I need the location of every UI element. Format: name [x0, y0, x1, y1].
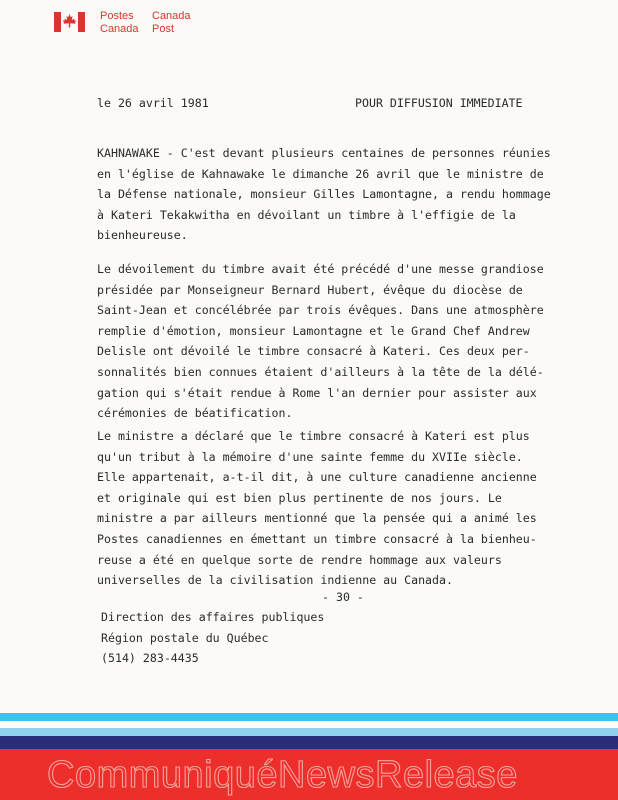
footer-stripe-light-blue — [0, 713, 618, 721]
paragraph-line: Le dévoilement du timbre avait été précédé d'une messe grandiose — [97, 262, 544, 276]
paragraph-line: Elle appartenait, a-t-il dit, à une culture canadienne ancienne — [97, 470, 537, 485]
contact-phone: (514) 283-4435 — [101, 651, 199, 666]
letterhead-french-column — [100, 10, 139, 36]
paragraph-line: cérémonies de béatification. — [97, 406, 293, 421]
maple-leaf-flag-icon — [54, 12, 85, 32]
paragraph-line: en l'église de Kahnawake le dimanche 26 avril que le ministre de — [97, 166, 544, 181]
paragraph-line: et originale qui est bien plus pertinente de nos jours. Le — [97, 490, 502, 505]
footer-banner-text: CommuniquéNewsRelease — [47, 754, 518, 796]
paragraph-line: gation qui s'était rendue à Rome l'an dernier pour assister aux — [97, 385, 537, 400]
footer-stripe-white — [0, 721, 618, 728]
paragraph-line: bienheureuse. — [97, 228, 188, 243]
paragraph-line: remplie d'émotion, monsieur Lamontagne et le Grand Chef Andrew — [97, 323, 530, 338]
letterhead-postes: Postes — [100, 10, 134, 22]
letterhead-english-column — [152, 10, 191, 36]
paragraph-line: Delisle ont dévoilé le timbre consacré à Kateri. Ces deux per- — [97, 344, 530, 359]
paragraph-line: qu'un tribut à la mémoire d'une sainte femme du XVIIe siècle. — [97, 449, 523, 464]
contact-block — [101, 607, 324, 669]
paragraph-3 — [97, 426, 552, 591]
release-date: le 26 avril 1981 — [97, 96, 209, 110]
release-notice: POUR DIFFUSION IMMEDIATE — [355, 96, 523, 110]
paragraph-line: reuse a été en quelque sorte de rendre hommage aux valeurs — [97, 552, 502, 567]
paragraph-line: KAHNAWAKE - C'est devant plusieurs centaines de personnes réunies — [97, 146, 551, 160]
letterhead-canada-en: Canada — [100, 23, 139, 35]
letterhead-canada-fr: Canada — [152, 10, 191, 22]
contact-region: Région postale du Québec — [101, 630, 269, 645]
footer-banner — [0, 749, 618, 800]
paragraph-line: présidée par Monseigneur Bernard Hubert, évêque du diocèse de — [97, 282, 523, 297]
paragraph-line: Le ministre a déclaré que le timbre consacré à Kateri est plus — [97, 429, 530, 443]
paragraph-line: à Kateri Tekakwitha en dévoilant un timbre à l'effigie de la — [97, 207, 516, 222]
contact-department: Direction des affaires publiques — [101, 610, 325, 624]
paragraph-2 — [97, 259, 552, 424]
footer-stripe-navy — [0, 736, 618, 749]
paragraph-line: universelles de la civilisation indienne au Canada. — [97, 573, 453, 588]
paragraph-line: sonnalités bien connues étaient d'ailleurs à la tête de la délé- — [97, 364, 544, 379]
letterhead-post: Post — [152, 23, 175, 35]
end-marker: - 30 - — [322, 590, 364, 604]
paragraph-1 — [97, 143, 552, 246]
paragraph-line: Postes canadiennes en émettant un timbre consacré à la bienheu- — [97, 531, 537, 546]
footer-stripe-pale-blue — [0, 728, 618, 736]
canada-post-letterhead — [54, 10, 254, 40]
paragraph-line: ministre a par ailleurs mentionné que la pensée qui a animé les — [97, 511, 537, 526]
paragraph-line: Saint-Jean et concélébrée par trois évêques. Dans une atmosphère — [97, 303, 544, 318]
paragraph-line: la Défense nationale, monsieur Gilles Lamontagne, a rendu hommage — [97, 187, 551, 202]
